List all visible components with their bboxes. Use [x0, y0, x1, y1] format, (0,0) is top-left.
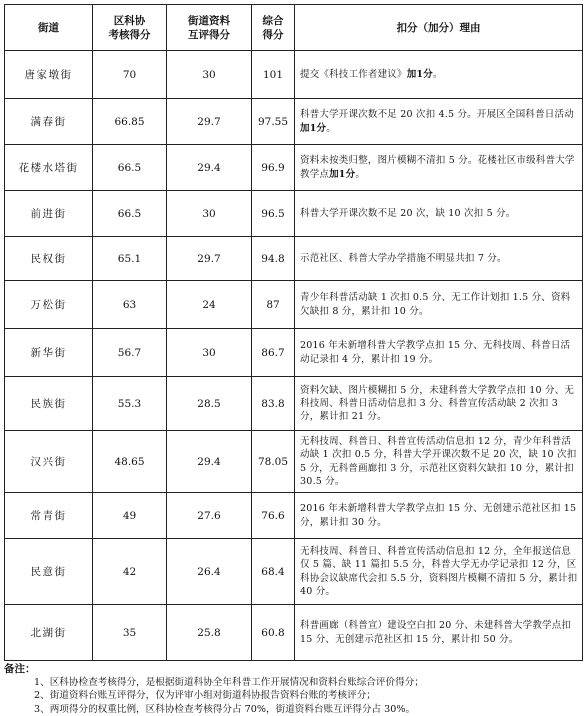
header-total-score [252, 5, 295, 51]
total-score-cell: 101 [252, 51, 295, 99]
district-score-cell: 66.5 [93, 145, 167, 191]
note-line: 1、区科协检查考核得分，是根据街道科协全年科普工作开展情况和资料台账综合评价得分； [34, 677, 424, 689]
reason-bonus-text: 加1分 [406, 68, 433, 80]
reason-cell [295, 281, 583, 329]
table-row [5, 51, 583, 99]
notes-title: 备注： [4, 663, 36, 675]
reason-text: 资料未按类归整，图片模糊不清扣 5 分。 [300, 155, 478, 167]
mutual-score-cell: 29.7 [167, 237, 252, 281]
reason-cell [295, 605, 583, 661]
mutual-score-cell: 28.5 [167, 377, 252, 431]
reason-bonus-text: 加1分 [329, 168, 356, 180]
reason-cell [295, 431, 583, 493]
header-district-line1: 区科协 [113, 14, 146, 27]
district-score-cell: 70 [93, 51, 167, 99]
reason-text: 科普画廊（科普宣）建设空白扣 20 分、未建科普大学教学点扣 15 分、无创建示范社区扣 15 分，累计扣 50 分。 [300, 620, 572, 645]
reason-cell [295, 145, 583, 191]
total-score-cell: 78.05 [252, 431, 295, 493]
reason-text: 2016 年未新增科普大学教学点扣 15 分、无科技周、科普日活动记录扣 4 分，累计扣 19 分。 [300, 340, 571, 365]
reason-text: 青少年科普活动缺 1 次扣 0.5 分、无工作计划扣 1.5 分、资料欠缺扣 8 分，累计扣 10 分。 [300, 292, 571, 317]
mutual-score-cell: 25.8 [167, 605, 252, 661]
reason-text: 花楼社区市级科普大学教学点 [300, 155, 575, 180]
reason-text: 。 [432, 68, 443, 80]
mutual-score-cell: 30 [167, 329, 252, 377]
district-score-cell: 63 [93, 281, 167, 329]
table-row [5, 99, 583, 145]
reason-cell [295, 329, 583, 377]
reason-text: 科普大学开课次数不足 20 次扣 4.5 分。 [300, 109, 477, 121]
reason-text: 资料欠缺、图片模糊扣 5 分，未建科普大学教学点扣 10 分、无科技周、科普日活动信息扣 3 分、科普宣传活动缺 2 次扣 3 分，累计扣 21 分。 [300, 384, 575, 423]
table-row [5, 281, 583, 329]
table-row [5, 145, 583, 191]
total-score-cell: 76.6 [252, 493, 295, 539]
total-score-cell: 60.8 [252, 605, 295, 661]
score-table-body [5, 51, 583, 661]
total-score-cell: 86.7 [252, 329, 295, 377]
reason-text: 提交《科技工作者建议》 [300, 68, 407, 80]
street-name-cell: 常青街 [5, 493, 93, 539]
reason-text: 无科技周、科普日、科普宣传活动信息扣 12 分，全年报送信息仅 5 篇、缺 11 篇扣 5.5 分，科普大学无办学记录扣 12 分，区科协会议缺席代会扣 5.5 分，资料图片模糊不清扣 5 分，累计扣 40 分。 [300, 546, 578, 597]
header-district-score [93, 5, 167, 51]
reason-cell [295, 237, 583, 281]
reason-text: 科普大学开课次数不足 20 次，缺 10 次扣 5 分。 [300, 207, 516, 219]
reason-bonus-text: 加1分 [300, 122, 327, 134]
total-score-cell: 97.55 [252, 99, 295, 145]
header-reason: 扣分（加分）理由 [295, 5, 583, 51]
header-mutual-score [167, 5, 252, 51]
reason-text: 示范社区、科普大学办学措施不明显共扣 7 分。 [300, 252, 507, 264]
total-score-cell: 87 [252, 281, 295, 329]
street-name-cell: 花楼水塔街 [5, 145, 93, 191]
district-score-cell: 42 [93, 539, 167, 605]
total-score-cell: 68.4 [252, 539, 295, 605]
reason-cell [295, 99, 583, 145]
street-name-cell: 民族街 [5, 377, 93, 431]
district-score-cell: 35 [93, 605, 167, 661]
mutual-score-cell: 30 [167, 191, 252, 237]
street-name-cell: 北湖街 [5, 605, 93, 661]
district-score-cell: 55.3 [93, 377, 167, 431]
street-name-cell: 汉兴街 [5, 431, 93, 493]
table-row [5, 329, 583, 377]
district-score-cell: 66.5 [93, 191, 167, 237]
street-name-cell: 万松街 [5, 281, 93, 329]
reason-text: 无科技周、科普日、科普宣传活动信息扣 12 分，青少年科普活动缺 1 次扣 0.5 分，科普大学开课次数不足 20 次，缺 10 次扣 5 分，无科普画廊扣 3 分，示范社区资料欠缺扣 10 分，累计扣 30.5 分。 [300, 436, 577, 487]
street-name-cell: 唐家墩街 [5, 51, 93, 99]
street-name-cell: 新华街 [5, 329, 93, 377]
table-row [5, 377, 583, 431]
reason-cell [295, 493, 583, 539]
header-total-line1: 综合 [262, 14, 284, 27]
reason-cell [295, 191, 583, 237]
district-score-cell: 65.1 [93, 237, 167, 281]
total-score-cell: 94.8 [252, 237, 295, 281]
table-row [5, 191, 583, 237]
header-row [5, 5, 583, 51]
table-row [5, 605, 583, 661]
reason-text: 。 [326, 122, 336, 134]
mutual-score-cell: 27.6 [167, 493, 252, 539]
reason-text: 。 [355, 168, 366, 180]
header-total-line2: 得分 [262, 28, 284, 41]
total-score-cell: 96.5 [252, 191, 295, 237]
table-row [5, 237, 583, 281]
reason-cell [295, 539, 583, 605]
header-district-line2: 考核得分 [108, 28, 151, 41]
mutual-score-cell: 29.7 [167, 99, 252, 145]
table-row [5, 493, 583, 539]
table-row [5, 539, 583, 605]
score-document [4, 4, 583, 716]
mutual-score-cell: 29.4 [167, 145, 252, 191]
street-name-cell: 民意街 [5, 539, 93, 605]
mutual-score-cell: 24 [167, 281, 252, 329]
mutual-score-cell: 30 [167, 51, 252, 99]
district-score-cell: 49 [93, 493, 167, 539]
district-score-cell: 66.85 [93, 99, 167, 145]
header-mutual-line1: 街道资料 [188, 14, 230, 27]
mutual-score-cell: 29.4 [167, 431, 252, 493]
notes-section [4, 663, 583, 716]
district-score-cell: 48.65 [93, 431, 167, 493]
total-score-cell: 96.9 [252, 145, 295, 191]
header-street: 街道 [5, 5, 93, 51]
header-mutual-line2: 互评得分 [188, 28, 230, 41]
reason-text: 开展区全国科普日活动 [476, 109, 574, 121]
score-table [4, 4, 583, 661]
street-name-cell: 前进街 [5, 191, 93, 237]
mutual-score-cell: 26.4 [167, 539, 252, 605]
district-score-cell: 56.7 [93, 329, 167, 377]
street-name-cell: 满春街 [5, 99, 93, 145]
street-name-cell: 民权街 [5, 237, 93, 281]
reason-cell [295, 377, 583, 431]
reason-text: 2016 年未新增科普大学教学点扣 15 分、无创建示范社区扣 15 分，累计扣 30 分。 [300, 503, 577, 528]
reason-cell [295, 51, 583, 99]
table-row [5, 431, 583, 493]
note-line: 3、两项得分的权重比例，区科协检查考核得分占 70%，街道资料台账互评得分占 30%。 [34, 703, 416, 715]
total-score-cell: 83.8 [252, 377, 295, 431]
note-line: 2、街道资料台账互评得分，仅为评审小组对街道科协报告资料台账的考核评分； [34, 690, 376, 702]
